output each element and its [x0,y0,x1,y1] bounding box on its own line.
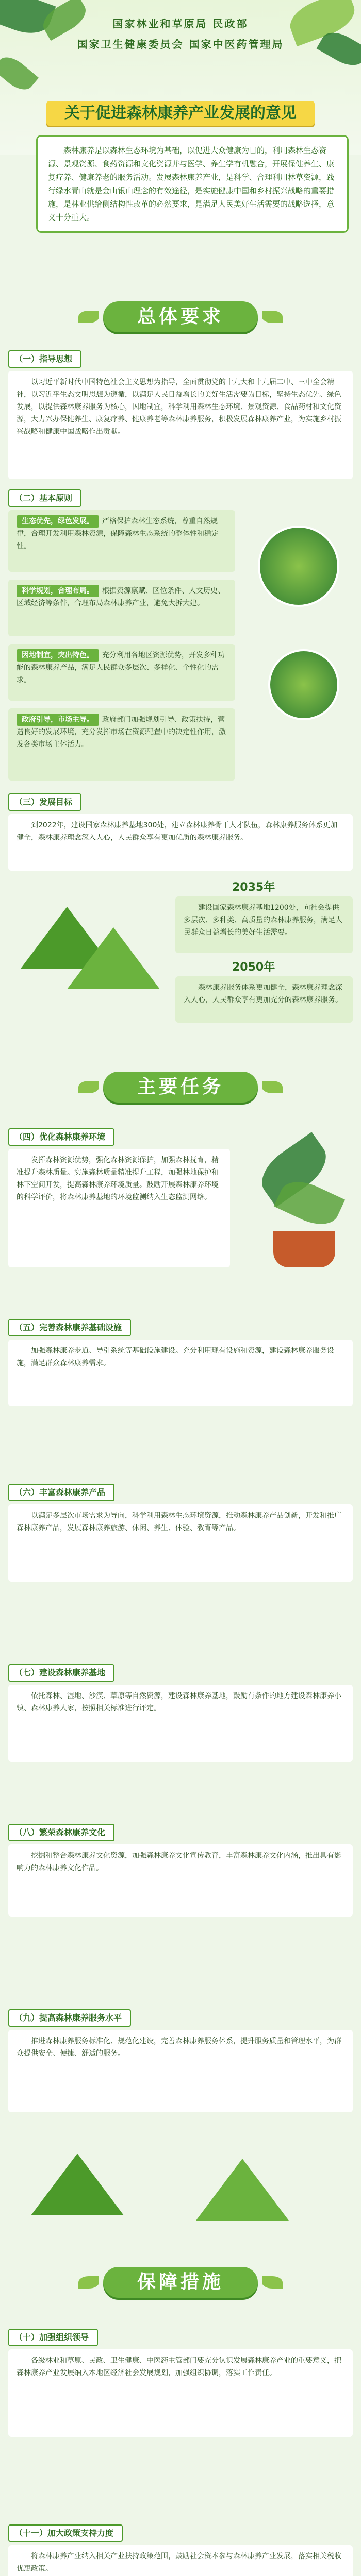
principle-label: 政府引导，市场主导。 [17,714,99,726]
text-block [8,1340,353,1406]
subhead-measure-11 [8,2524,123,2542]
paragraph: 各级林业和草原、民政、卫生健康、中医药主管部门要充分认识发展森林康养产业的重要意义，把森林康养产业发展纳入本地区经济社会发展规划，加强组织协调，落实工作责任。 [17,2357,341,2377]
paragraph: 将森林康养产业纳入相关产业扶持政策范围，鼓励社会资本参与森林康养产业发展，落实相关税收优惠政策。 [17,2552,341,2573]
issuer-line-2: 国家卫生健康委员会 国家中医药管理局 [77,38,284,50]
principle-label: 生态优先，绿色发展。 [17,515,99,528]
paragraph: 以习近平新时代中国特色社会主义思想为指导，全面贯彻党的十九大和十九届二中、三中全会精神，以习近平生态文明思想为遵循，以满足人民日益增长的美好生活需要为目标，坚持生态优先、绿色发展，以提供森林康养服务为核心，因地制宜，科学利用森林生态环境、景观资源、食品药材和文化资源，大力兴办保健养生、康复疗养、健康养老等森林康养服务，积极发展森林康养产业，为实施乡村振兴战略和健康中国战略作出贡献。 [17,378,341,436]
subhead-task-8 [8,1824,114,1841]
principle-text: 严格保护森林生态系统，尊重自然规律，合理开发利用森林资源，保障森林生态系统的整体性和稳定性。 [17,517,219,550]
subhead-label: （二）基本原则 [14,493,73,503]
goal-2050 [175,976,353,1023]
principle-label: 因地制宜，突出特色。 [17,649,99,662]
issuer-line-1: 国家林业和草原局 民政部 [112,18,249,30]
subhead-task-4 [8,1128,114,1146]
page-title: 关于促进森林康养产业发展的意见 [46,101,315,126]
subhead-measure-10 [8,2329,98,2346]
principle-4 [8,708,235,781]
paragraph: 森林康养服务体系更加健全，森林康养理念深入人心，人民群众享有更加充分的森林康养服务。 [184,984,342,1004]
text-block [8,1685,353,1762]
leaf-decoration [0,52,39,96]
paragraph: 推进森林康养服务标准化、规范化建设，完善森林康养服务体系，提升服务质量和管理水平，为群众提供安全、便捷、舒适的服务。 [17,2037,341,2058]
paragraph: 建设国家森林康养基地1200处，向社会提供多层次、多种类、高质量的森林康养服务，满足人民群众日益增长的美好生活需要。 [184,904,342,937]
forest-illustration [268,649,339,720]
goal-2035 [175,896,353,953]
subhead-label: （一）指导思想 [14,354,73,364]
pot-illustration [273,1231,335,1267]
forest-illustration [258,526,339,607]
text-block [8,1149,230,1267]
paragraph: 依托森林、湿地、沙漠、草原等自然资源，建设森林康养基地，鼓励有条件的地方建设森林康养小镇、森林康养人家，按照相关标准进行评定。 [17,1692,341,1713]
year-2050: 2050年 [232,961,275,974]
subhead-label: （七）建设森林康养基地 [14,1668,106,1677]
principle-label: 科学规划，合理布局。 [17,585,99,597]
principle-text: 充分利用各地区资源优势，开发多种功能的森林康养产品，满足人民群众多层次、多样化、个性化的需求。 [17,651,225,684]
principle-3 [8,644,235,701]
subhead-label: （四）优化森林康养环境 [14,1132,106,1142]
text-block [8,2349,353,2437]
principle-text: 根据资源禀赋、区位条件、人文历史、区域经济等条件，合理布局森林康养产业，避免大拆大建。 [17,587,225,607]
paragraph: 以满足多层次市场需求为导向，科学利用森林生态环境资源，推动森林康养产品创新，开发和推广森林康养产品，发展森林康养旅游、休闲、养生、体验、教育等产品。 [17,1512,341,1532]
subhead-principles [8,489,81,507]
subhead-label: （九）提高森林康养服务水平 [14,2013,122,2023]
intro-text: 森林康养是以森林生态环境为基础，以促进大众健康为目的，利用森林生态资源、景观资源、食药资源和文化资源并与医学、养生学有机融合，开展保健养生、康复疗养、健康养老的服务活动。发展森林康养产业，是科学、合理利用林草资源，践行绿水青山就是金山银山理念的有效途径，是实施健康中国和乡村振兴战略的重要措施，是林业供给侧结构性改革的必然要求，是满足人民美好生活需要的战略选择，意义十分重大。 [36,135,349,233]
principle-1 [8,510,235,572]
subhead-label: （八）繁荣森林康养文化 [14,1827,106,1837]
year-2035: 2035年 [232,881,275,894]
subhead-label: （十）加强组织领导 [14,2332,89,2342]
subhead-label: （十一）加大政策支持力度 [14,2528,114,2538]
subhead-guiding-ideology [8,350,81,368]
subhead-task-5 [8,1319,131,1336]
subhead-label: （六）丰富森林康养产品 [14,1487,106,1497]
text-block [8,814,353,871]
principle-2 [8,580,235,636]
principle-text: 政府部门加强规划引导、政策扶持，营造良好的发展环境，充分发挥市场在资源配置中的决定性作用，激发各类市场主体活力。 [17,716,226,749]
section-title-tasks: 主要任务 [103,1072,258,1103]
section-title-requirements: 总体要求 [103,301,258,332]
text-block [8,1504,353,1582]
paragraph: 发挥森林资源优势，强化森林资源保护，加强森林抚育，精准提升森林质量。实施森林质量精准提升工程，加强林地保护和林下空间开发，提高森林康养环境质量。鼓励开展森林康养环境的科学评价，将森林康养基地的环境监测纳入生态监测网络。 [17,1156,219,1201]
paragraph: 到2022年，建设国家森林康养基地300处，建立森林康养骨干人才队伍，森林康养服务体系更加健全，森林康养理念深入人心，人民群众享有更加优质的森林康养服务。 [17,821,338,842]
mountain-illustration [31,2154,124,2215]
text-block [8,2030,353,2112]
header [0,0,361,155]
text-block [8,1844,353,1917]
paragraph: 加强森林康养步道、导引系统等基础设施建设。充分利用现有设施和资源，建设森林康养服务设施，满足群众森林康养需求。 [17,1347,334,1367]
subhead-task-6 [8,1484,114,1501]
text-block [8,2545,353,2576]
mountain-illustration [196,2159,289,2221]
subhead-label: （五）完善森林康养基础设施 [14,1323,122,1332]
subhead-task-7 [8,1664,114,1682]
mountain-illustration [67,927,160,989]
subhead-task-9 [8,2009,131,2027]
subhead-goals [8,793,81,811]
text-block [8,371,353,479]
section-title-measures: 保障措施 [103,2267,258,2298]
subhead-label: （三）发展目标 [14,797,73,807]
paragraph: 挖掘和整合森林康养文化资源，加强森林康养文化宣传教育，丰富森林康养文化内涵，推出具有影响力的森林康养文化作品。 [17,1852,341,1872]
